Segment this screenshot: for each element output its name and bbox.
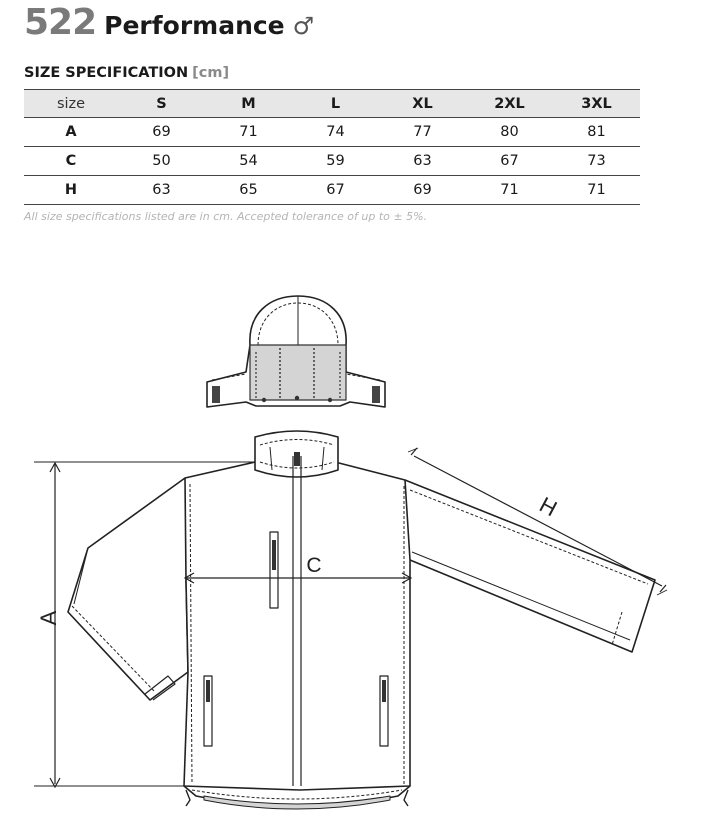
row-label: C	[24, 147, 118, 176]
model-name: Performance	[104, 11, 285, 40]
table-row	[24, 118, 640, 147]
hood-drawing	[207, 296, 385, 407]
table-cell: 71	[466, 176, 553, 205]
table-cell: 63	[379, 147, 466, 176]
size-column-3xl: 3XL	[553, 90, 640, 118]
table-cell: 80	[466, 118, 553, 147]
size-table-header-row	[24, 90, 640, 118]
table-row	[24, 147, 640, 176]
dimension-label-a: A	[36, 610, 61, 626]
product-header	[24, 2, 314, 48]
jacket-technical-drawing	[0, 280, 721, 829]
size-column-2xl: 2XL	[466, 90, 553, 118]
size-column-xl: XL	[379, 90, 466, 118]
table-cell: 67	[292, 176, 379, 205]
table-cell: 50	[118, 147, 205, 176]
table-cell: 73	[553, 147, 640, 176]
table-cell: 67	[466, 147, 553, 176]
table-row	[24, 176, 640, 205]
table-cell: 69	[379, 176, 466, 205]
table-cell: 63	[118, 176, 205, 205]
table-cell: 69	[118, 118, 205, 147]
row-label: H	[24, 176, 118, 205]
spec-title-text: SIZE SPECIFICATION	[24, 65, 189, 81]
table-cell: 65	[205, 176, 292, 205]
table-cell: 71	[205, 118, 292, 147]
dimension-label-c: C	[306, 554, 322, 577]
size-column-s: S	[118, 90, 205, 118]
male-symbol-icon: ♂	[292, 12, 315, 40]
size-column-l: L	[292, 90, 379, 118]
table-cell: 59	[292, 147, 379, 176]
spec-unit: [cm]	[192, 65, 230, 81]
size-header: size	[24, 90, 118, 118]
table-cell: 81	[553, 118, 640, 147]
spec-title	[24, 65, 229, 81]
table-cell: 54	[205, 147, 292, 176]
table-cell: 77	[379, 118, 466, 147]
tolerance-note: All size specifications listed are in cm. Accepted tolerance of up to ± 5%.	[24, 210, 428, 223]
table-cell: 71	[553, 176, 640, 205]
model-number: 522	[24, 2, 97, 43]
row-label: A	[24, 118, 118, 147]
jacket-drawing	[68, 431, 655, 809]
size-column-m: M	[205, 90, 292, 118]
dimension-label-h: H	[535, 491, 562, 522]
table-cell: 74	[292, 118, 379, 147]
size-table	[24, 89, 640, 205]
